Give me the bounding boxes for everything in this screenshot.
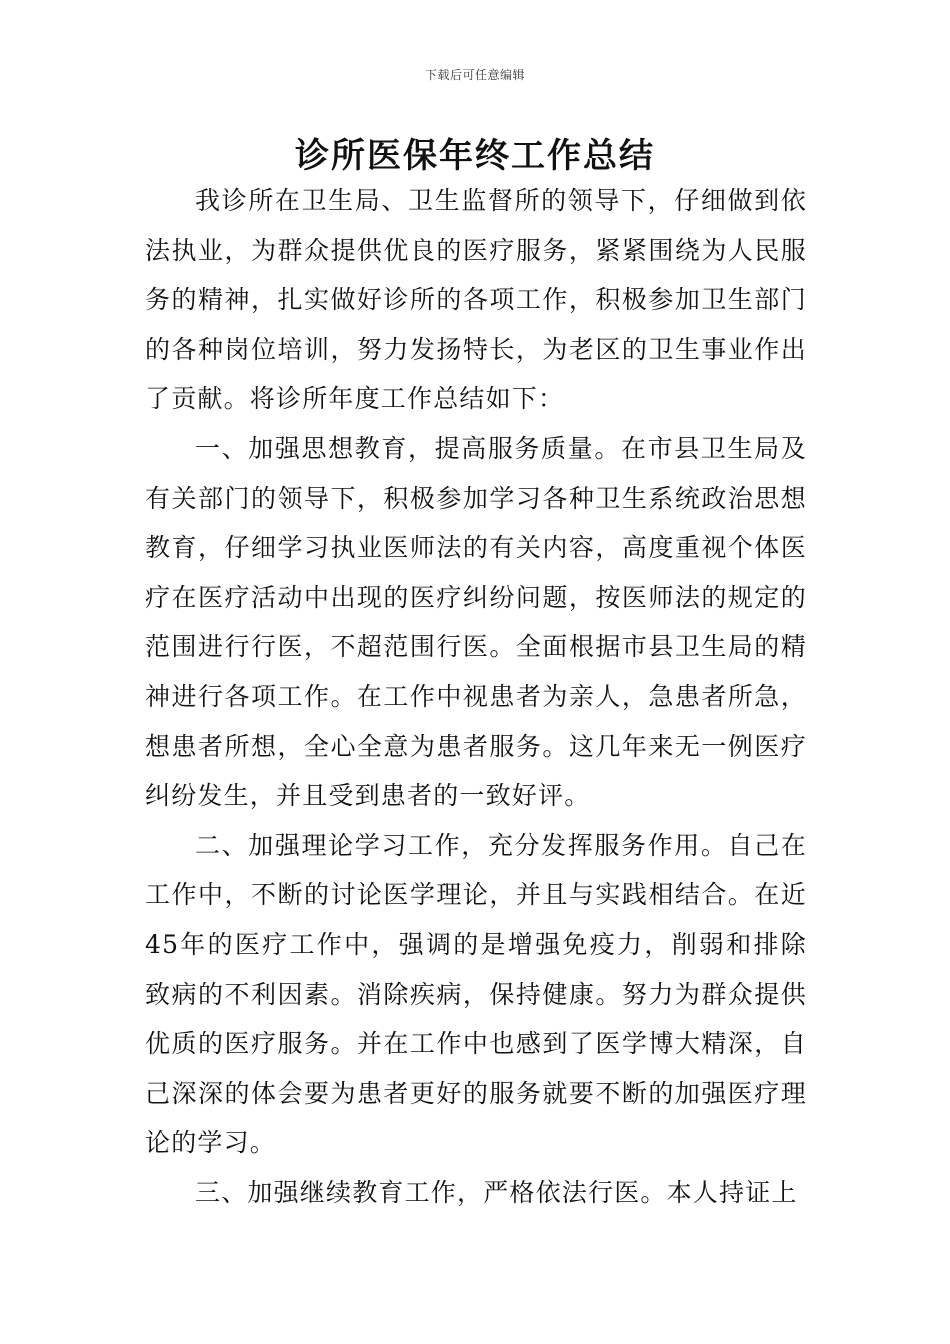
body-paragraph: 二、加强理论学习工作，充分发挥服务作用。自己在工作中，不断的讨论医学理论，并且与实践相结合。在近45年的医疗工作中，强调的是增强免疫力，削弱和排除致病的不利因素。消除疾病，保持健康。努力为群众提供优质的医疗服务。并在工作中也感到了医学博大精深，自己深深的体会要为患者更好的服务就要不断的加强医疗理论的学习。 bbox=[145, 830, 807, 1158]
document-body bbox=[145, 176, 807, 1217]
document-title: 诊所医保年终工作总结 bbox=[295, 136, 655, 176]
body-paragraph: 三、加强继续教育工作，严格依法行医。本人持证上 bbox=[195, 1177, 798, 1207]
body-paragraph: 一、加强思想教育，提高服务质量。在市县卫生局及有关部门的领导下，积极参加学习各种卫生系统政治思想教育，仔细学习执业医师法的有关内容，高度重视个体医疗在医疗活动中出现的医疗纠纷问题，按医师法的规定的范围进行行医，不超范围行医。全面根据市县卫生局的精神进行各项工作。在工作中视患者为亲人，急患者所急，想患者所想，全心全意为患者服务。这几年来无一例医疗纠纷发生，并且受到患者的一致好评。 bbox=[145, 433, 807, 811]
body-paragraph: 我诊所在卫生局、卫生监督所的领导下，仔细做到依法执业，为群众提供优良的医疗服务，紧紧围绕为人民服务的精神，扎实做好诊所的各项工作，积极参加卫生部门的各种岗位培训，努力发扬特长，为老区的卫生事业作出了贡献。将诊所年度工作总结如下： bbox=[145, 186, 807, 414]
header-note: 下载后可任意编辑 bbox=[424, 68, 525, 82]
